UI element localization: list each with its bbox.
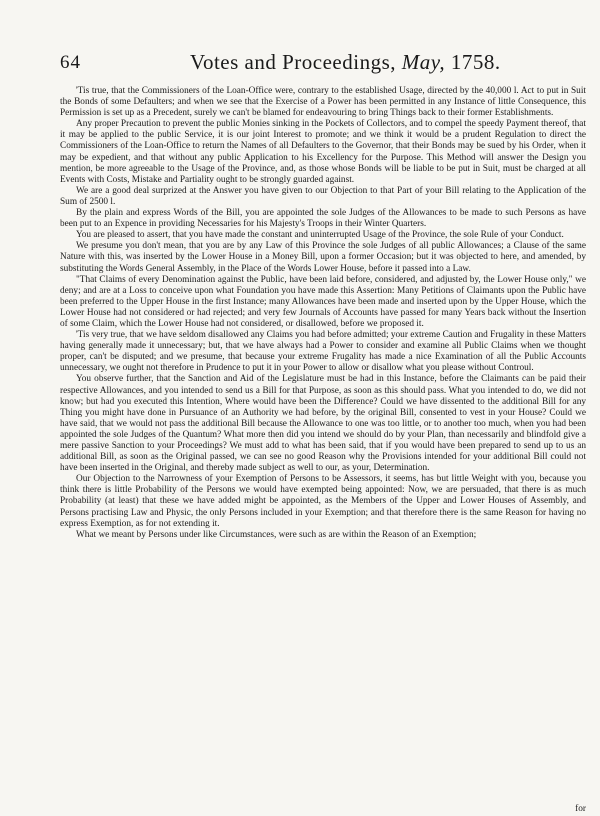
catchword: for [575,804,586,814]
page-number: 64 [60,52,81,73]
running-head-year: 1758. [450,50,501,74]
body-text [60,86,586,541]
paragraph: By the plain and express Words of the Bill, you are appointed the sole Judges of the Allowances to be made to such Persons as have been put to an Expence in providing Necessaries for his Majesty's Troops in their Winter Quarters. [60,208,586,230]
paragraph: Any proper Precaution to prevent the public Monies sinking in the Pockets of Collectors, and to compel the speedy Payment thereof, that it may be applied to the public Service, it is our joint Interest to promote; and we think it would be a prudent Regulation to direct the Commissioners of the Loan-Office to return the Names of all Defaulters to the Governor, that their Bonds may be sued by his Order, when it may be expedient, and that without any public Application to his Excellency for the Purpose. This Method will answer the Design you mention, be more agreeable to the Usage of the Province, and, as those whose Bonds will be liable to be put in Suit, must be charged at all Events with Costs, Mistake and Partiality ought to be strongly guarded against. [60,119,586,185]
paragraph: What we meant by Persons under like Circumstances, were such as are within the Reason of an Exemption; [76,529,477,540]
paragraph: We are a good deal surprized at the Answer you have given to our Objection to that Part of your Bill relating to the Application of the Sum of 2500 l. [60,185,586,207]
paragraph: 'Tis very true, that we have seldom disallowed any Claims you had before admitted; your extreme Caution and Frugality in these Matters having generally made it unnecessary; but, that we have always had a Power to consider and examine all Public Claims when we thought proper, can't be disputed; and we presume, that because your extreme Frugality has made a nice Examination of all the Public Accounts unnecessary, we ought not therefore in Prudence to put it in your Power to allow or disallow what you please without Controul. [60,330,586,374]
paragraph: "That Claims of every Denomination against the Public, have been laid before, considered, and adjusted by, the Lower House only," we deny; and are at a Loss to conceive upon what Foundation you have made this Assertion: Many Petitions of Claimants upon the Public have been preferred to the Upper House in the first Instance; many Allowances have been made and inserted upon by the Upper House, which the Lower House had not considered or had rejected; and very few Journals of Accounts have passed for many Years back without the Insertion of some Claim, which the Lower House had not considered, or disallowed, before we proposed it. [60,274,586,329]
running-head [190,50,501,75]
page-header [60,50,570,80]
paragraph: We presume you don't mean, that you are by any Law of this Province the sole Judges of all public Allowances; a Clause of the same Nature with this, was inserted by the Lower House in a Money Bill, upon a former Occasion; but it was objected to here, and amended, by substituting the Words General Assembly, in the Place of the Words Lower House, before it passed into a Law. [60,241,586,274]
running-head-month: May, [401,50,446,74]
running-head-title: Votes and Proceedings, [190,50,396,74]
paragraph: You observe further, that the Sanction and Aid of the Legislature must be had in this Instance, before the Claimants can be paid their respective Allowances, and you intended to send us a Bill for that Purpose, as soon as this should pass. What you intended to do, we did not know; but had you executed this Intention, Where would have been the Difference? Could we have dissented to the additional Bill for any Thing you might have done in Pursuance of an Authority we had before, by the original Bill, consented to vest in your House? Could we have said, that we would not pass the additional Bill because the Allowance to one was too little, or to another too much, when you had been appointed the sole Judges of the Quantum? What more then did you intend we should do by your Plan, than necessarily and blindfold give a mere passive Sanction to your Proceedings? We must add to what has been said, that if you would have been prepared to send up to us an additional Bill, as soon as the Original passed, we can see no good Reason why the Provisions intended for your additional Bill could not have been inserted in the Original, and thereby made subject as well to our, as your, Determination. [60,374,586,474]
paragraph: You are pleased to assert, that you have made the constant and uninterrupted Usage of the Province, the sole Rule of your Conduct. [76,230,564,241]
paragraph: Our Objection to the Narrowness of your Exemption of Persons to be Assessors, it seems, has but little Weight with you, because you think there is little Probability of the Persons we would have exempted being appointed: Now, we are persuaded, that there is as much Probability (at least) that these we have added might be appointed, as the Members of the Upper and Lower Houses of Assembly, and Persons practising Law and Physic, the only Persons included in your Exemption; and that therefore there is the same Reason for having no express Exemption, as for not extending it. [60,474,586,529]
paragraph: 'Tis true, that the Commissioners of the Loan-Office were, contrary to the established Usage, directed by the 40,000 l. Act to put in Suit the Bonds of some Defaulters; and when we see that the Exercise of a Power has been permitted in any Instance of little Consequence, this Permission is set up as a Precedent, surely we can't be blamed for endeavouring to bring Things back to their former Establishments. [60,86,586,119]
